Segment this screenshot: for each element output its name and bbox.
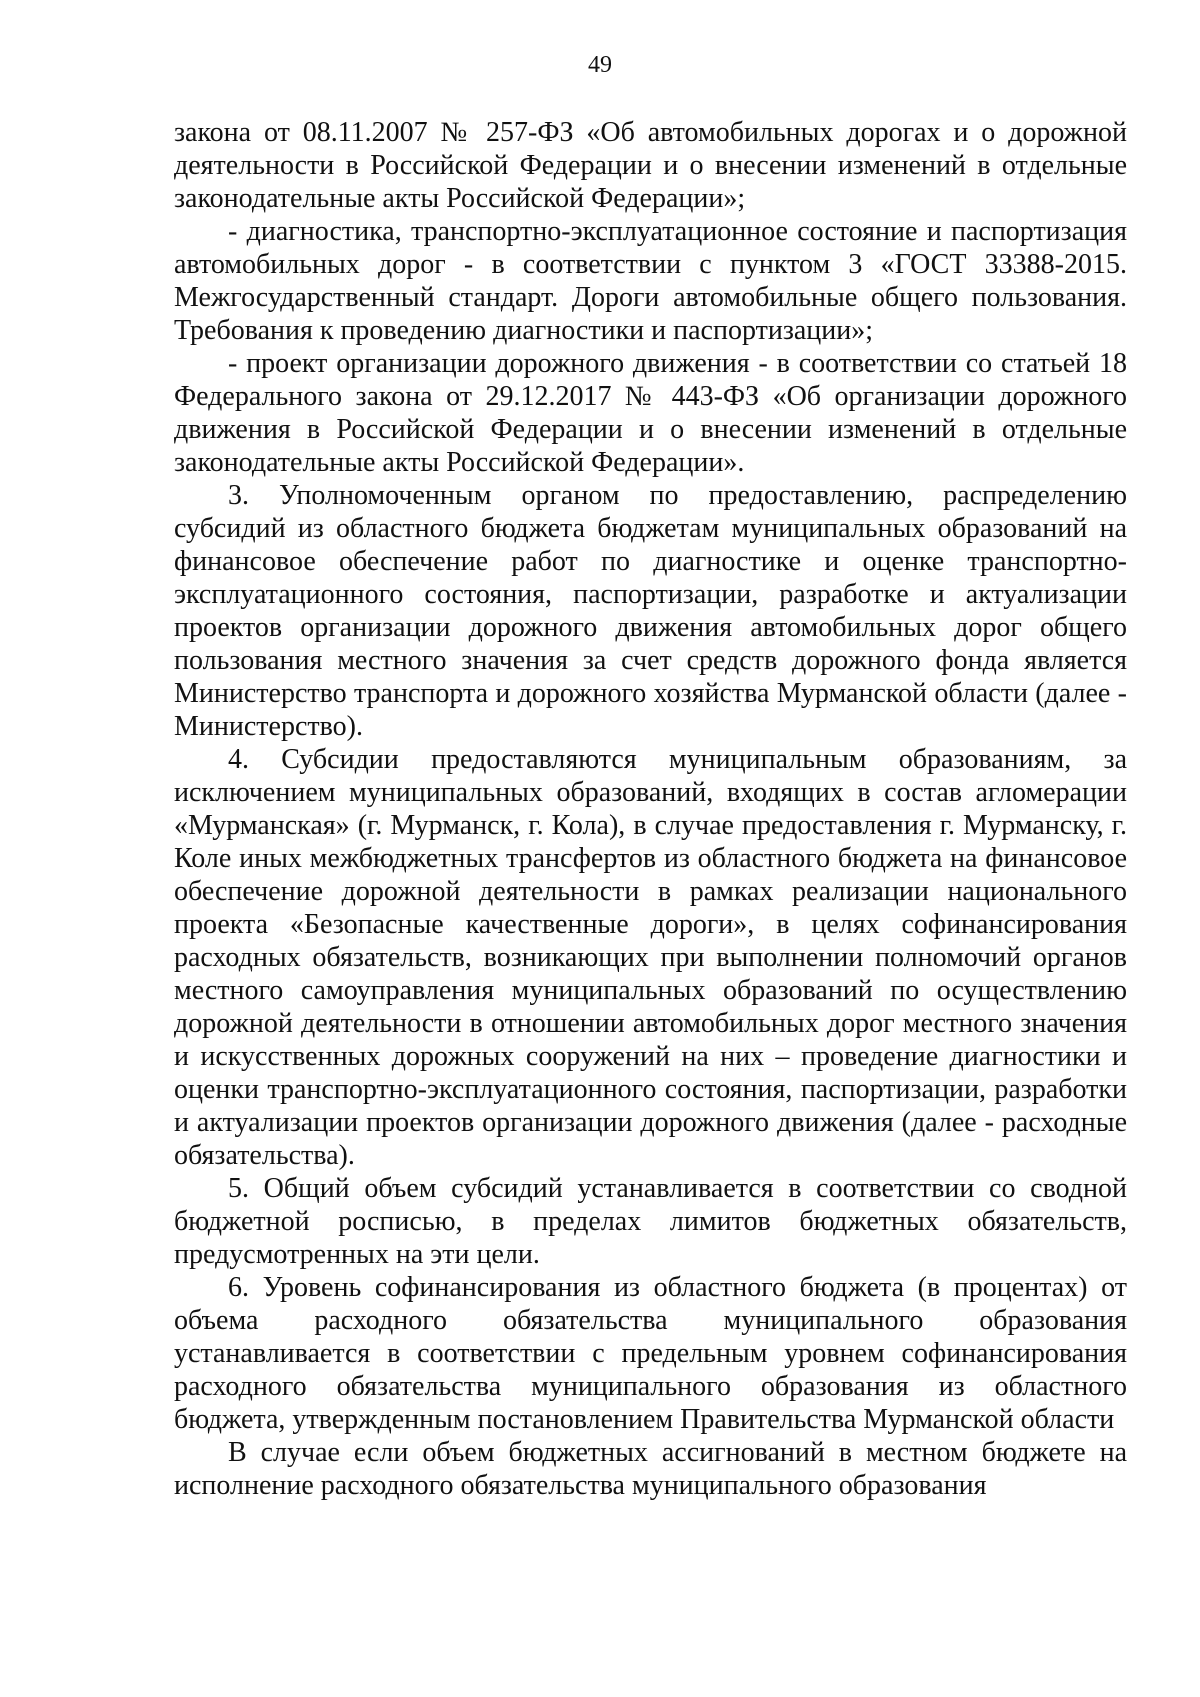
paragraph-item-5: 5. Общий объем субсидий устанавливается в соответствии со сводной бюджетной росписью, в пределах лимитов бюджетных обязательств, предусмотренных на эти цели. <box>174 1173 1127 1270</box>
paragraph-diagnostics: - диагностика, транспортно-эксплуатационное состояние и паспортизация автомобильных дорог - в соответствии с пунктом 3 «ГОСТ 33388-2015. Межгосударственный стандарт. Дороги автомобильные общего пользования. Требования к проведению диагностики и паспортизации»; <box>174 216 1127 346</box>
paragraph-budget-case: В случае если объем бюджетных ассигнований в местном бюджете на исполнение расходного обязательства муниципального образования <box>174 1437 1127 1501</box>
paragraph-item-6: 6. Уровень софинансирования из областного бюджета (в процентах) от объема расходного обязательства муниципального образования устанавливается в соответствии с предельным уровнем софинансирования расходного обязательства муниципального образования из областного бюджета, утвержденным постановлением Правительства Мурманской области <box>174 1272 1127 1435</box>
document-body <box>174 116 1127 1502</box>
paragraph-traffic-project: - проект организации дорожного движения - в соответствии со статьей 18 Федерального закона от 29.12.2017 № 443-ФЗ «Об организации дорожного движения в Российской Федерации и о внесении изменений в отдельные законодательные акты Российской Федерации». <box>174 348 1127 478</box>
paragraph-item-3: 3. Уполномоченным органом по предоставлению, распределению субсидий из областного бюджета бюджетам муниципальных образований на финансовое обеспечение работ по диагностике и оценке транспортно-эксплуатационного состояния, паспортизации, разработке и актуализации проектов организации дорожного движения автомобильных дорог общего пользования местного значения за счет средств дорожного фонда является Министерство транспорта и дорожного хозяйства Мурманской области (далее - Министерство). <box>174 480 1127 742</box>
page-number: 49 <box>588 52 612 78</box>
paragraph-law-reference: закона от 08.11.2007 № 257-ФЗ «Об автомобильных дорогах и о дорожной деятельности в Российской Федерации и о внесении изменений в отдельные законодательные акты Российской Федерации»; <box>174 117 1127 214</box>
paragraph-item-4: 4. Субсидии предоставляются муниципальным образованиям, за исключением муниципальных образований, входящих в состав агломерации «Мурманская» (г. Мурманск, г. Кола), в случае предоставления г. Мурманску, г. Коле иных межбюджетных трансфертов из областного бюджета на финансовое обеспечение дорожной деятельности в рамках реализации национального проекта «Безопасные качественные дороги», в целях софинансирования расходных обязательств, возникающих при выполнении полномочий органов местного самоуправления муниципальных образований по осуществлению дорожной деятельности в отношении автомобильных дорог местного значения и искусственных дорожных сооружений на них – проведение диагностики и оценки транспортно-эксплуатационного состояния, паспортизации, разработки и актуализации проектов организации дорожного движения (далее - расходные обязательства). <box>174 744 1127 1171</box>
